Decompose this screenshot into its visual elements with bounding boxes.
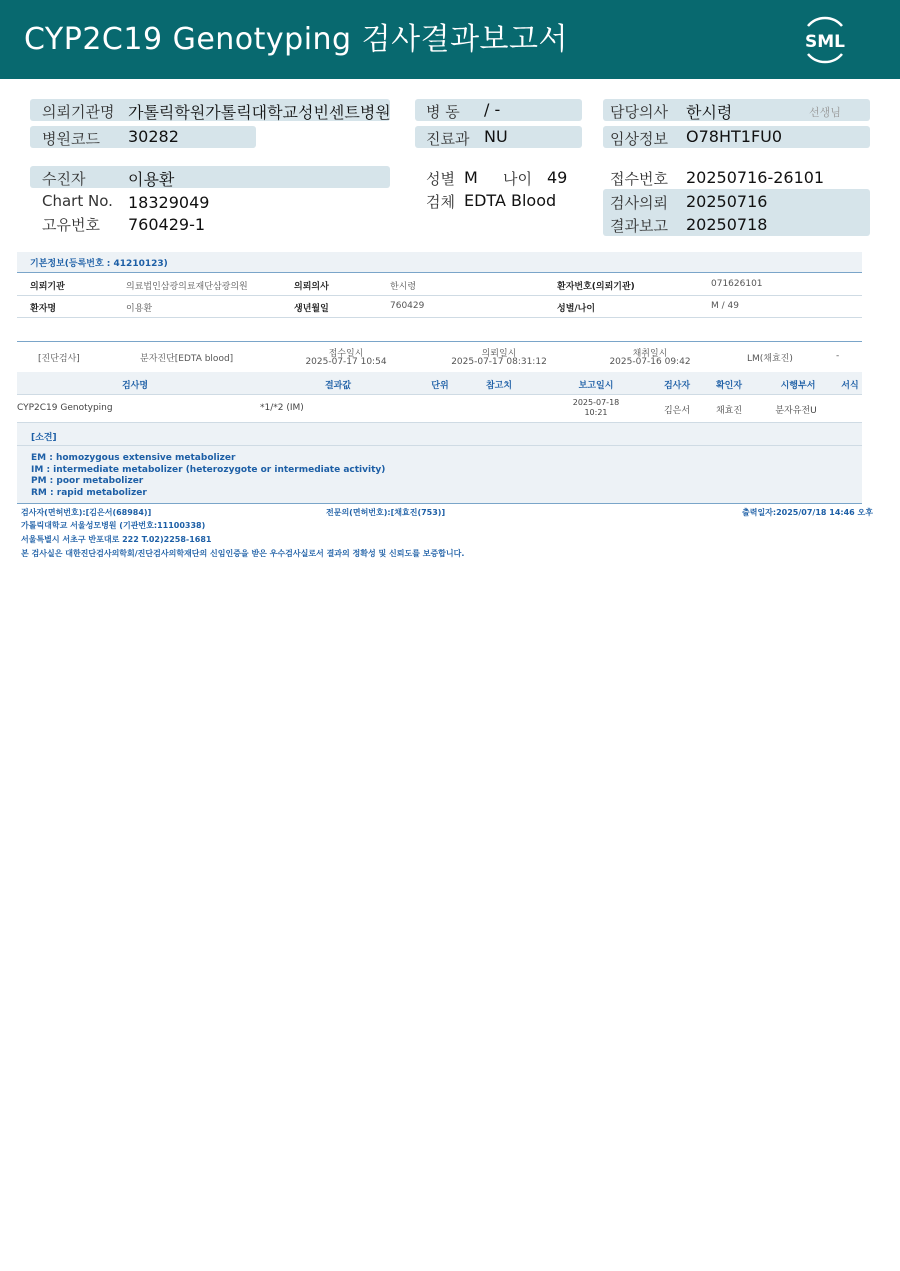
patient-no-label: 환자번호(의뢰기관) [557,282,635,292]
receipt-value: 20250716-26101 [686,168,825,187]
cell-report-time: 10:21 [584,408,608,417]
chart-label: Chart No. [42,192,113,210]
sex-value: M [464,168,478,187]
cell-tester: 김은서 [663,406,691,416]
req-doctor-label: 의뢰의사 [294,282,329,292]
doctor-label: 담당의사 [610,103,668,121]
cell-confirmer: 채효진 [715,406,743,416]
sex-age-value: M / 49 [711,301,739,311]
cell-report-date: 2025-07-18 [572,398,620,407]
sml-logo [798,12,852,66]
receipt-label: 접수번호 [610,170,668,188]
ward-label: 병 동 [426,103,460,121]
col-header-form: 서식 [841,381,859,391]
footer-tester: 검사자(면허번호):[김은서(68984)] [21,508,152,517]
divider [17,295,862,296]
footer-printed: 출력일자:2025/07/18 14:46 오후 [742,508,873,517]
svg-text:SML: SML [805,32,845,52]
diag-dash: - [836,351,840,361]
dept-label: 진료과 [426,130,470,148]
dept-value: NU [484,127,508,146]
cell-dept: 분자유전U [775,406,817,416]
patient-no-value: 071626101 [711,279,763,289]
col-header-test: 검사명 [121,381,149,391]
footer-cert: 본 검사실은 대한진단검사의학회/진단검사의학재단의 신임인증을 받은 우수검사실로서 결과의 정확성 및 신뢰도를 보증합니다. [21,549,465,558]
diag-test-type: 분자진단[EDTA blood] [140,354,234,364]
col-header-result: 결과값 [324,381,352,391]
divider [17,341,862,342]
divider [17,394,862,395]
diag-request-label: 의뢰일시 [481,349,517,359]
hospital-code-label: 병원코드 [42,130,100,148]
specimen-value: EDTA Blood [464,191,557,210]
diag-collect-dt: 2025-07-16 09:42 [609,357,691,367]
divider [17,445,862,446]
age-value: 49 [547,168,568,187]
col-header-tester: 검사자 [663,381,691,391]
sex-age-label: 성별/나이 [557,304,596,314]
divider [17,272,862,273]
footer-hospital: 가톨릭대학교 서울성모병원 (기관번호:11100338) [21,521,206,530]
diag-collect-label: 채취일시 [632,349,668,359]
birthdate-value: 760429 [390,301,425,311]
patient-name-label: 환자명 [30,304,57,314]
diag-receipt-dt: 2025-07-17 10:54 [305,357,387,367]
report-title: CYP2C19 Genotyping 검사결과보고서 [24,22,568,57]
diag-category: [진단검사] [38,354,80,364]
col-header-unit: 단위 [431,381,449,391]
doctor-value: 한시령 [686,103,733,122]
req-institution-label: 의뢰기관 [30,282,65,292]
specimen-label: 검체 [426,193,455,211]
req-doctor-value: 한시령 [390,282,417,292]
col-header-report: 보고일시 [578,381,614,391]
report-label: 결과보고 [610,217,668,235]
age-label: 나이 [503,170,532,188]
finding-line: PM : poor metabolizer [31,476,144,486]
basic-info-title: 기본정보(등록번호 : 41210123) [30,259,168,269]
clinical-label: 임상정보 [610,130,668,148]
finding-line: RM : rapid metabolizer [31,488,147,498]
patient-name-value: 이용환 [126,304,153,314]
req-org-value: 가톨릭학원가톨릭대학교성빈센트병원 [128,103,391,122]
cell-result: *1/*2 (IM) [260,403,304,413]
diag-request-dt: 2025-07-17 08:31:12 [451,357,547,367]
report-header [0,0,900,79]
diag-receipt-label: 접수일시 [328,349,364,359]
report-value: 20250718 [686,215,768,234]
chart-value: 18329049 [128,193,210,212]
col-header-dept: 시행부서 [780,381,816,391]
request-value: 20250716 [686,192,768,211]
col-header-ref: 참고치 [485,381,513,391]
hospital-code-value: 30282 [128,127,179,146]
divider [17,503,862,504]
footer-address: 서울특별시 서초구 반포대로 222 T.02)2258-1681 [21,535,212,544]
req-org-label: 의뢰기관명 [42,103,115,121]
birthdate-label: 생년월일 [294,304,329,314]
findings-title: [소견] [31,433,57,443]
request-label: 검사의뢰 [610,194,668,212]
cell-test: CYP2C19 Genotyping [17,403,113,413]
sex-label: 성별 [426,170,455,188]
divider [17,317,862,318]
doctor-suffix: 선생님 [809,106,841,119]
unique-label: 고유번호 [42,216,100,234]
patient-label: 수진자 [42,170,86,188]
unique-value: 760429-1 [128,215,206,234]
ward-value: / - [484,100,501,119]
clinical-value: O78HT1FU0 [686,127,783,146]
finding-line: IM : intermediate metabolizer (heterozygote or intermediate activity) [31,465,386,475]
finding-line: EM : homozygous extensive metabolizer [31,453,236,463]
diag-lm: LM(채효진) [747,354,793,364]
patient-value: 이용환 [128,170,175,189]
footer-specialist: 전문의(면허번호):[채효진(753)] [326,508,446,517]
req-institution-value: 의료법인삼광의료재단삼광의원 [126,282,248,292]
col-header-confirmer: 확인자 [715,381,743,391]
